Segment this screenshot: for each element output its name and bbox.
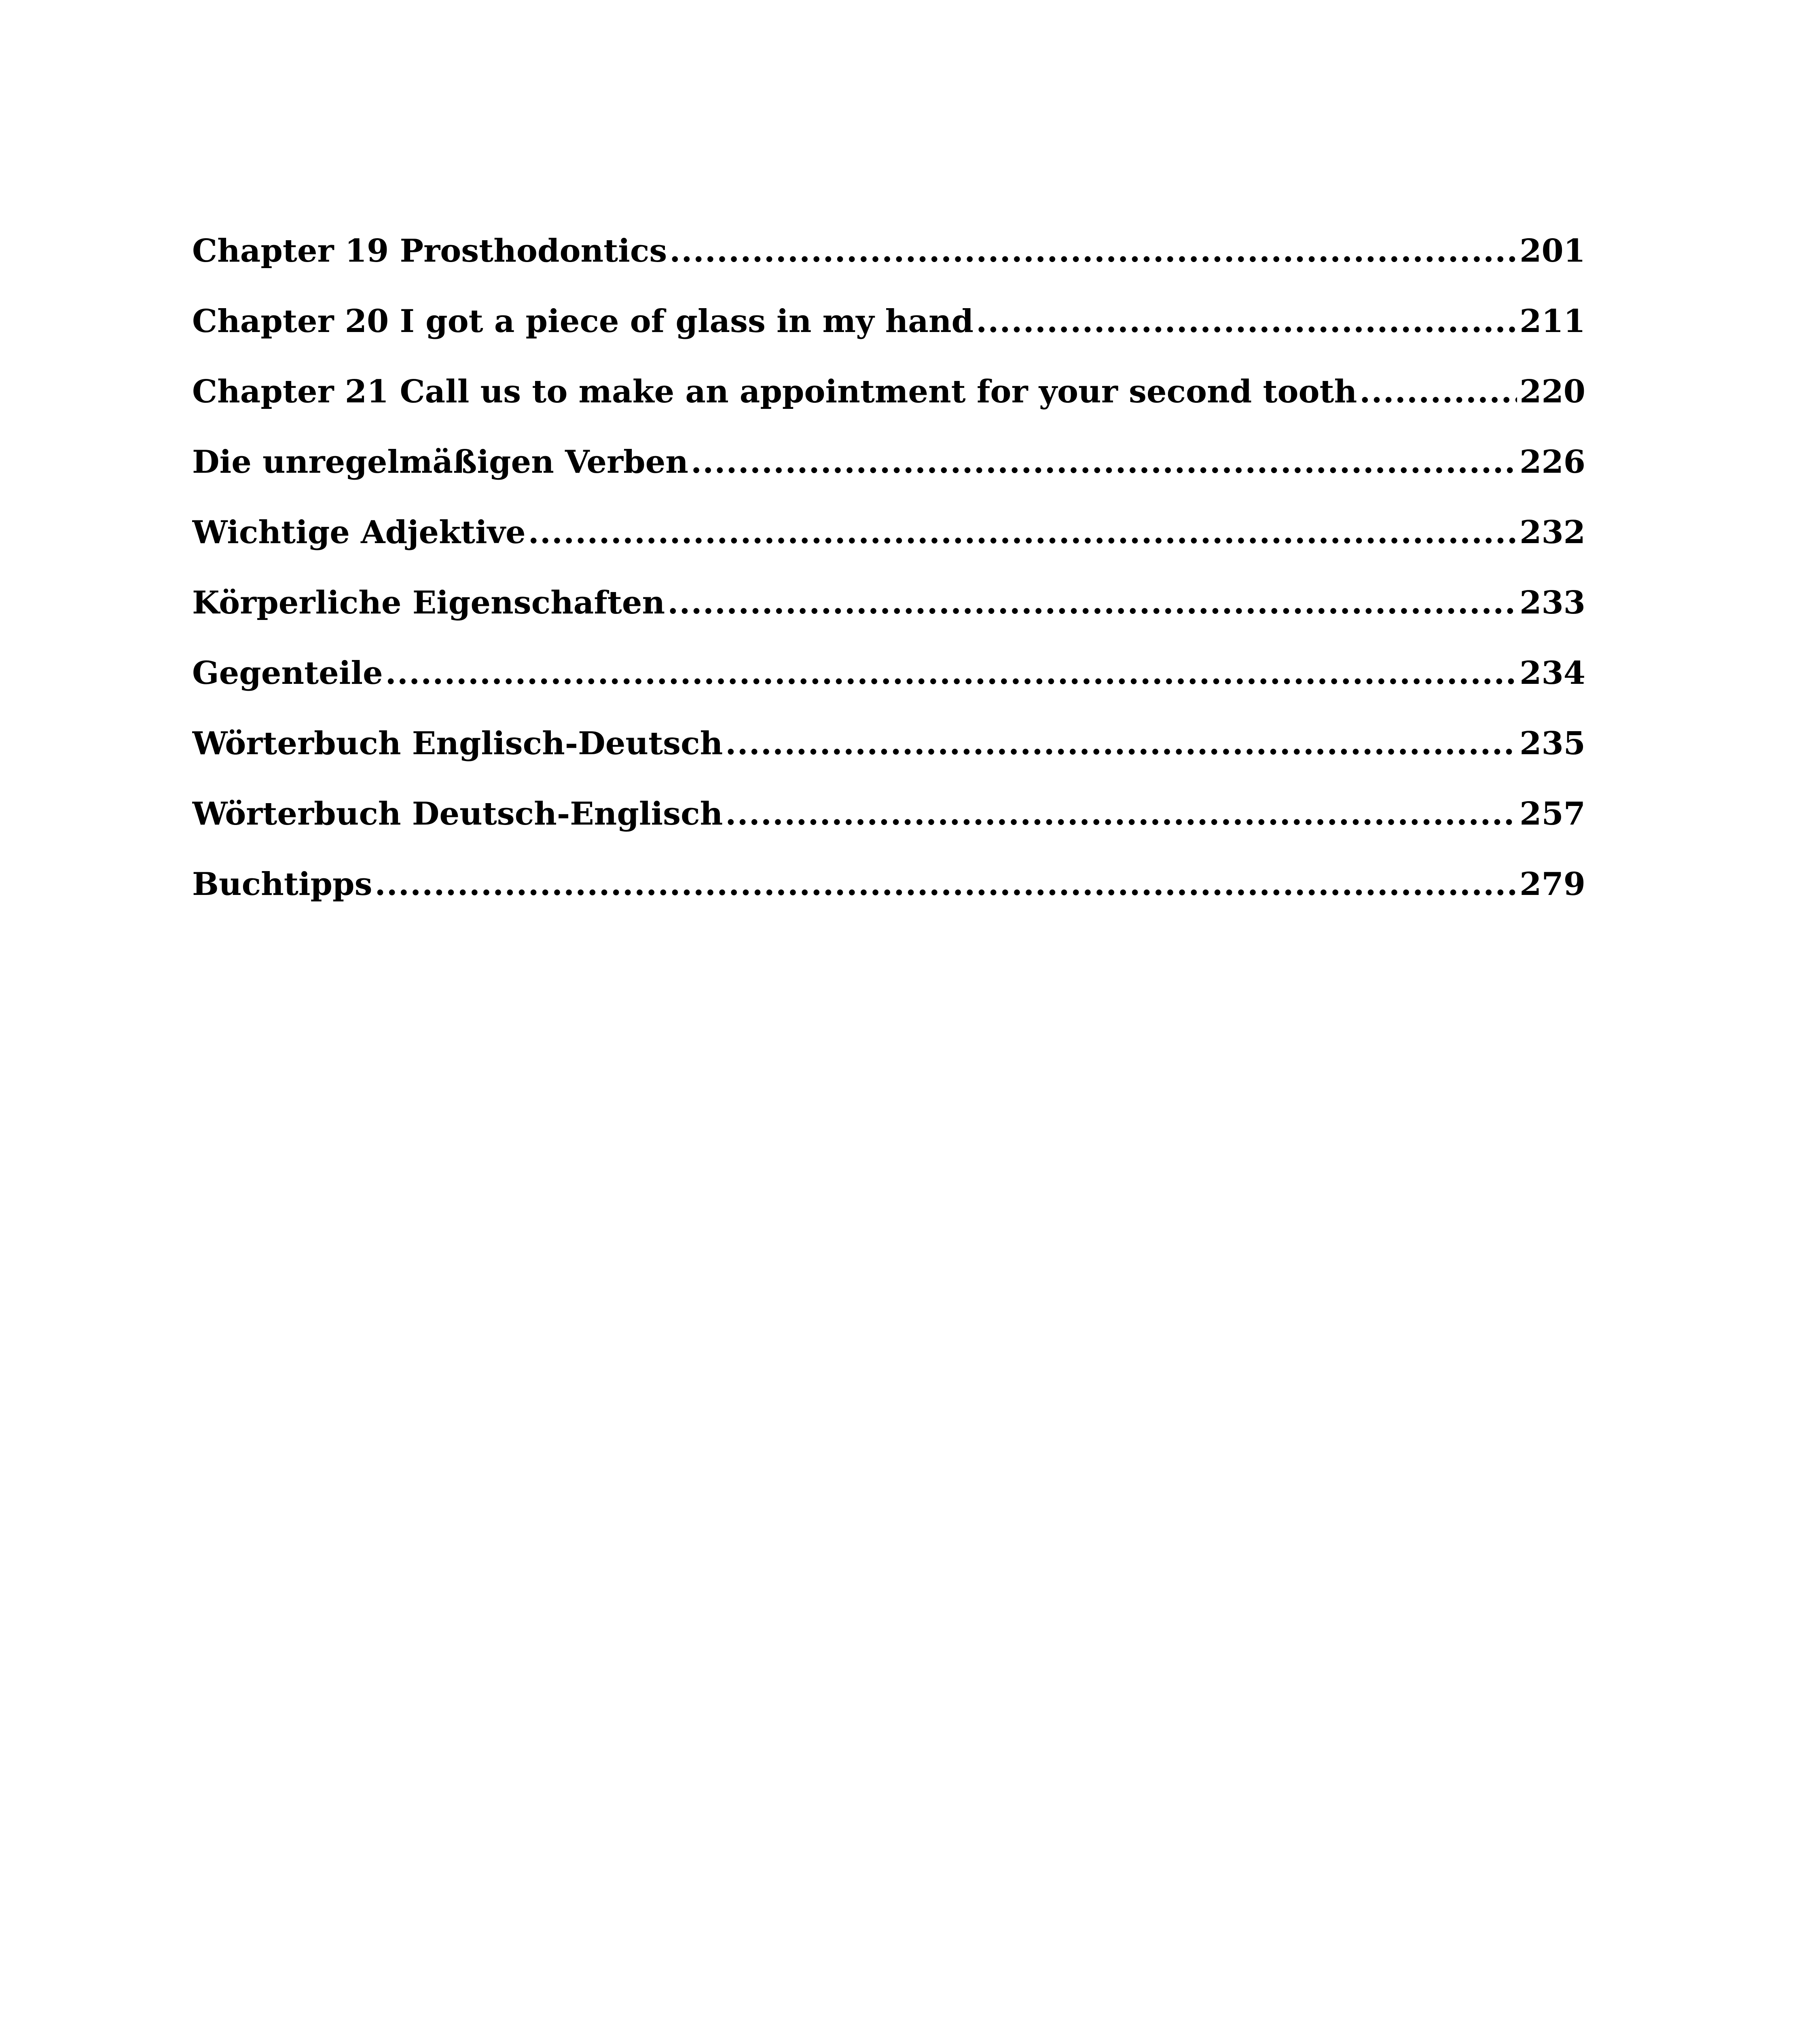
- toc-entry-title: Wörterbuch Deutsch-Englisch: [192, 795, 723, 832]
- toc-entry[interactable]: [192, 373, 1585, 444]
- dot-leader: [691, 444, 1517, 480]
- toc-entry-page: 226: [1519, 444, 1585, 480]
- toc-entry-title: Wörterbuch Englisch-Deutsch: [192, 725, 723, 762]
- dot-leader: [1359, 373, 1517, 410]
- dot-leader: [976, 303, 1517, 340]
- toc-entry-page: 220: [1519, 373, 1585, 410]
- toc-entry-title: Chapter 19 Prosthodontics: [192, 233, 667, 269]
- toc-entry-title: Buchtipps: [192, 866, 372, 903]
- toc-entry-title: Körperliche Eigenschaften: [192, 584, 665, 621]
- toc-entry-page: 232: [1519, 514, 1585, 551]
- dot-leader: [385, 655, 1517, 692]
- toc-entry[interactable]: [192, 725, 1585, 795]
- toc-entry[interactable]: [192, 584, 1585, 655]
- toc-entry[interactable]: [192, 233, 1585, 303]
- dot-leader: [528, 514, 1517, 551]
- toc-entry-page: 257: [1519, 795, 1585, 832]
- dot-leader: [725, 795, 1517, 832]
- table-of-contents: [192, 233, 1585, 936]
- toc-entry[interactable]: [192, 655, 1585, 725]
- toc-entry-title: Die unregelmäßigen Verben: [192, 444, 688, 480]
- toc-entry-title: Gegenteile: [192, 655, 383, 692]
- toc-entry-page: 279: [1519, 866, 1585, 903]
- toc-entry[interactable]: [192, 795, 1585, 866]
- dot-leader: [669, 233, 1517, 269]
- toc-entry-page: 235: [1519, 725, 1585, 762]
- dot-leader: [375, 866, 1517, 903]
- toc-entry-page: 201: [1519, 233, 1585, 269]
- toc-entry[interactable]: [192, 866, 1585, 936]
- toc-entry-title: Wichtige Adjektive: [192, 514, 526, 551]
- dot-leader: [667, 584, 1517, 621]
- toc-entry-page: 233: [1519, 584, 1585, 621]
- toc-entry-title: Chapter 20 I got a piece of glass in my hand: [192, 303, 974, 340]
- toc-entry[interactable]: [192, 444, 1585, 514]
- dot-leader: [725, 725, 1517, 762]
- toc-entry[interactable]: [192, 303, 1585, 373]
- toc-entry[interactable]: [192, 514, 1585, 584]
- toc-entry-page: 211: [1519, 303, 1585, 340]
- toc-entry-title: Chapter 21 Call us to make an appointment for your second tooth: [192, 373, 1357, 410]
- toc-entry-page: 234: [1519, 655, 1585, 692]
